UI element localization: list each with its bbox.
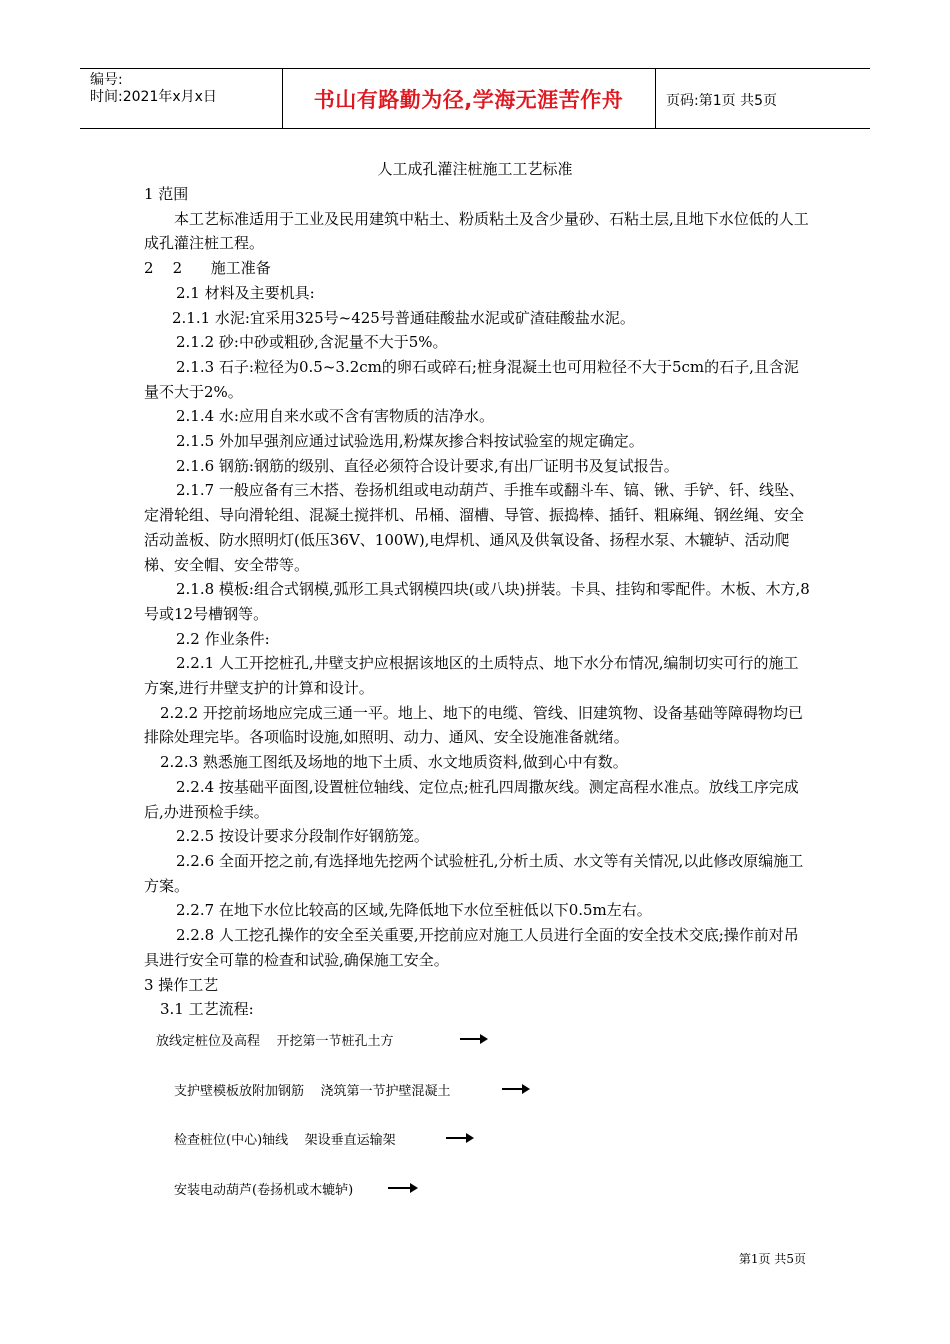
date-label: 时间:2021年x月x日 <box>90 89 217 105</box>
header-page-info: 页码:第1页 共5页 <box>666 93 777 109</box>
document-body <box>144 182 812 1022</box>
paragraph: 2.1.8 模板:组合式钢模,弧形工具式钢模四块(或八块)拼装。卡具、挂钩和零配件。木板、木方,8号或12号槽钢等。 <box>144 580 810 623</box>
subsection-heading: 3.1 工艺流程: <box>160 1000 254 1019</box>
section-heading: 2 2 施工准备 <box>144 259 271 278</box>
paragraph: 2.1.3 石子:粒径为0.5~3.2cm的卵石或碎石;桩身混凝土也可用粒径不大于5cm的石子,且含泥量不大于2%。 <box>144 357 799 401</box>
document-title: 人工成孔灌注桩施工工艺标准 <box>377 160 573 178</box>
paragraph: 2.2.6 全面开挖之前,有选择地先挖两个试验桩孔,分析土质、水文等有关情况,以此修改原编施工方案。 <box>144 851 804 895</box>
flow-step-1: 放线定桩位及高程 开挖第一节桩孔土方 <box>156 1034 394 1049</box>
flow-arrow-icon <box>446 1137 472 1139</box>
flow-step-3: 检查桩位(中心)轴线 架设垂直运输架 <box>174 1133 396 1148</box>
paragraph: 2.1.2 砂:中砂或粗砂,含泥量不大于5%。 <box>176 333 448 352</box>
number-label: 编号: <box>90 72 123 88</box>
header-bottom-rule <box>80 128 870 129</box>
flow-arrow-icon <box>460 1038 486 1040</box>
paragraph: 2.1.6 钢筋:钢筋的级别、直径必须符合设计要求,有出厂证明书及复试报告。 <box>176 456 679 475</box>
flow-step-4: 安装电动葫芦(卷扬机或木辘轳) <box>174 1183 354 1198</box>
section-heading: 1 范围 <box>144 185 189 203</box>
header-top-rule <box>80 68 870 69</box>
flow-step-2: 支护壁模板放附加钢筋 浇筑第一节护壁混凝土 <box>174 1084 451 1099</box>
flow-arrow-icon <box>502 1088 528 1090</box>
paragraph: 2.2.7 在地下水位比较高的区域,先降低地下水位至桩低以下0.5m左右。 <box>176 901 652 920</box>
paragraph: 2.2.1 人工开挖桩孔,井壁支护应根据该地区的土质特点、地下水分布情况,编制切实可行的施工方案,进行井壁支护的计算和设计。 <box>144 654 799 698</box>
header-meta <box>90 72 217 106</box>
paragraph: 2.2.5 按设计要求分段制作好钢筋笼。 <box>176 827 429 846</box>
page-footer: 第1页 共5页 <box>738 1252 806 1266</box>
subsection-heading: 2.2 作业条件: <box>176 629 270 648</box>
paragraph: 2.1.1 水泥:宜采用325号~425号普通硅酸盐水泥或矿渣硅酸盐水泥。 <box>172 308 635 327</box>
paragraph: 2.2.8 人工挖孔操作的安全至关重要,开挖前应对施工人员进行全面的安全技术交底;操作前对吊具进行安全可靠的检查和试验,确保施工安全。 <box>144 926 799 969</box>
header-divider <box>655 68 656 129</box>
paragraph: 2.2.2 开挖前场地应完成三通一平。地上、地下的电缆、管线、旧建筑物、设备基础等障碍物均已排除处理完毕。各项临时设施,如照明、动力、通风、安全设施准备就绪。 <box>144 703 803 747</box>
paragraph: 本工艺标准适用于工业及民用建筑中粘土、粉质粘土及含少量砂、石粘土层,且地下水位低的人工成孔灌注桩工程。 <box>144 209 809 253</box>
paragraph: 2.2.4 按基础平面图,设置桩位轴线、定位点;桩孔四周撒灰线。测定高程水准点。放线工序完成后,办进预检手续。 <box>144 777 799 821</box>
header-motto: 书山有路勤为径,学海无涯苦作舟 <box>313 88 624 112</box>
section-heading: 3 操作工艺 <box>144 975 219 994</box>
subsection-heading: 2.1 材料及主要机具: <box>176 283 315 302</box>
paragraph: 2.2.3 熟悉施工图纸及场地的地下土质、水文地质资料,做到心中有数。 <box>160 753 628 772</box>
paragraph: 2.1.4 水:应用自来水或不含有害物质的洁净水。 <box>176 407 494 426</box>
paragraph: 2.1.5 外加早强剂应通过试验选用,粉煤灰掺合料按试验室的规定确定。 <box>176 432 644 451</box>
paragraph: 2.1.7 一般应备有三木搭、卷扬机组或电动葫芦、手推车或翻斗车、镐、锹、手铲、钎、线坠、定滑轮组、导向滑轮组、混凝土搅拌机、吊桶、溜槽、导管、振捣棒、插钎、粗麻绳、钢丝绳、安全活动盖板、防水照明灯(低压36V、100W),电焊机、通风及供氧设备、扬程水泵、木辘轳、活动爬梯、安全帽、安全带等。 <box>144 481 805 574</box>
flow-arrow-icon <box>388 1187 416 1189</box>
